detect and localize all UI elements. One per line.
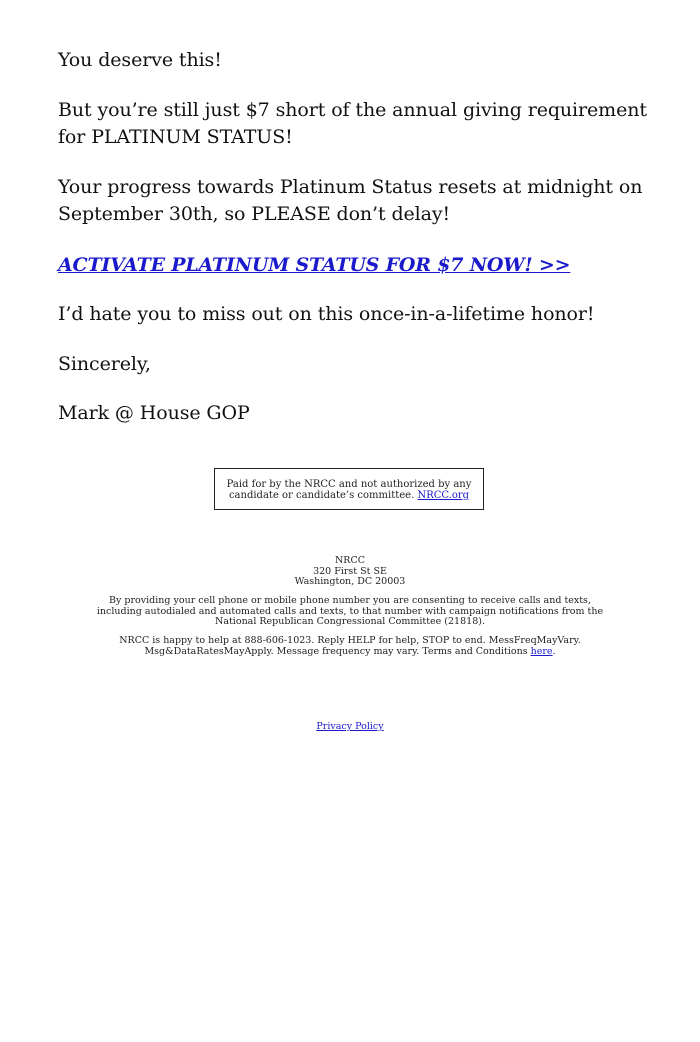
footer-city: Washington, DC 20003 bbox=[294, 576, 406, 587]
footer-address bbox=[90, 556, 610, 588]
footer-help bbox=[90, 636, 610, 657]
help-text-end: . bbox=[552, 645, 556, 657]
footer-privacy bbox=[90, 722, 610, 733]
signature-text: Mark @ House GOP bbox=[58, 402, 250, 424]
body-paragraph-honor: I’d hate you to miss out on this once-in-a-lifetime honor! bbox=[58, 303, 595, 325]
footer-consent bbox=[90, 596, 610, 628]
activate-platinum-link[interactable]: ACTIVATE PLATINUM STATUS FOR $7 NOW! >> bbox=[58, 254, 571, 276]
consent-text: By providing your cell phone or mobile phone number you are consenting to receive calls and texts, including autodialed and automated calls and texts, to that number with campaign notifications from the National Republican Congressional Committee (21818). bbox=[96, 595, 604, 627]
footer-org-name: NRCC bbox=[334, 555, 365, 566]
signoff-text: Sincerely, bbox=[58, 353, 151, 375]
body-paragraph-shortfall: But you’re still just $7 short of the annual giving requirement for PLATINUM STATUS! bbox=[58, 99, 647, 148]
privacy-policy-link[interactable]: Privacy Policy bbox=[316, 721, 384, 732]
nrcc-site-link[interactable]: NRCC.org bbox=[417, 490, 470, 501]
paid-for-disclaimer-box bbox=[214, 468, 484, 510]
body-paragraph-intro: You deserve this! bbox=[58, 49, 222, 71]
terms-link[interactable]: here bbox=[530, 645, 553, 657]
help-text: NRCC is happy to help at 888-606-1023. Reply HELP for help, STOP to end. MessFreqMayVary. Msg&DataRatesMayApply. Message frequency may vary. Terms and Conditions bbox=[119, 635, 581, 657]
disclaimer-text: Paid for by the NRCC and not authorized by any candidate or candidate’s committee. bbox=[226, 479, 472, 501]
body-paragraph-deadline: Your progress towards Platinum Status resets at midnight on September 30th, so PLEASE don’t delay! bbox=[58, 176, 643, 225]
footer-street: 320 First St SE bbox=[313, 565, 387, 577]
